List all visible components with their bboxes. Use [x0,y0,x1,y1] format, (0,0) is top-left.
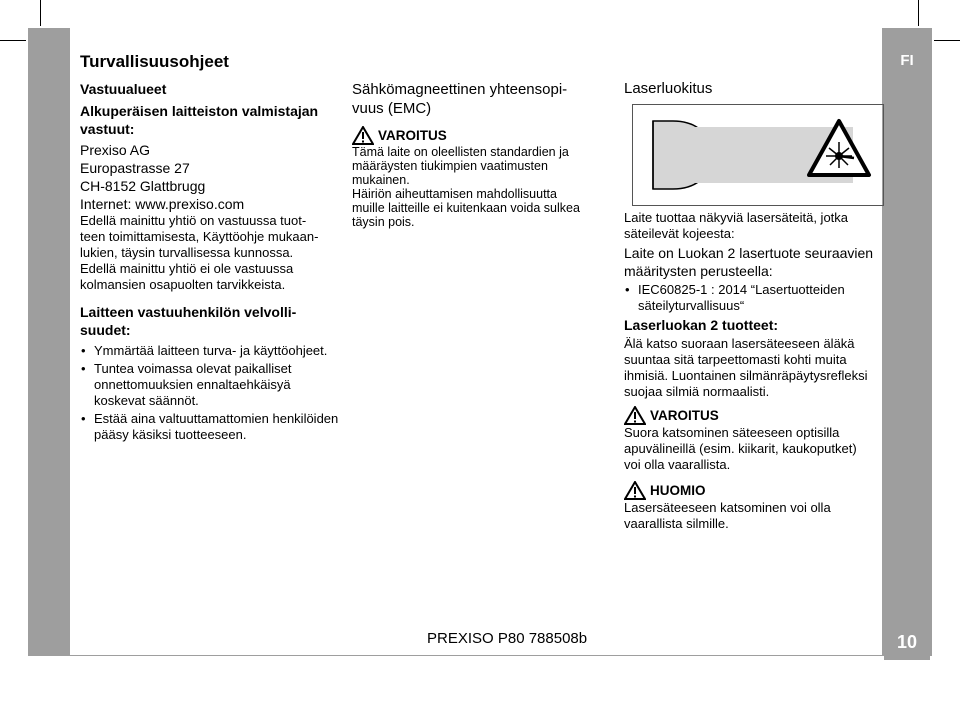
text-line: Prexiso AG [80,142,151,158]
sub-heading: Alkuperäisen laitteiston valmistajan vastuut: [80,103,319,137]
text-line: ihmisiä. Luontainen silmänräpäytysrefleksi [624,368,868,383]
list-item: • Tuntea voimassa olevat paikalliset onnettomuuksien ennaltaehkäisyä koskevat säännöt. [80,361,342,409]
crop-mark [918,0,919,26]
warning-notice [352,126,614,145]
text-line: Europastrasse 27 [80,160,190,176]
list-item: • IEC60825-1 : 2014 “Lasertuotteiden säteilyturvallisuus“ [624,282,880,314]
crop-mark [0,40,26,41]
text-line: määräysten tiukimpien vaatimusten [352,159,548,173]
section-heading: Sähkömagneettinen yhteensopi- [352,81,568,98]
text-line: täysin pois. [352,215,415,229]
text-line: säteilevät kojeesta: [624,226,735,241]
text-line: Laite on Luokan 2 lasertuote seuraavien [624,245,874,261]
text-line: kolmansien osapuolten tarvikkeista. [80,277,286,292]
text-line: suojaa silmiä normaalisti. [624,384,770,399]
laser-hazard-icon [806,118,872,178]
text-line: mukainen. [352,173,410,187]
footer-text: PREXISO P80 788508b [427,630,588,647]
left-margin-band [28,28,70,656]
list-item: • Estää aina valtuuttamattomien henkilöiden pääsy käsiksi tuotteeseen. [80,411,342,443]
text-line: Edellä mainittu yhtiö ei ole vastuussa [80,261,294,276]
duties-heading: Laitteen vastuuhenkilön velvolli- [80,304,297,320]
text-line: Suora katsominen säteeseen optisilla [624,425,840,440]
text-line: Edellä mainittu yhtiö on vastuussa tuot- [80,213,307,228]
standards-list [624,282,880,314]
text-line: vaarallista silmille. [624,516,729,531]
warning-triangle-icon [352,126,374,145]
crop-mark [934,40,960,41]
text-line: Internet: www.prexiso.com [80,196,245,212]
text-line: Lasersäteeseen katsominen voi olla [624,500,831,515]
left-column [80,80,342,445]
duties-list [80,343,342,443]
section-heading: vuus (EMC) [352,100,432,117]
section-heading: Laserluokitus [624,80,713,97]
warning-triangle-icon [624,481,646,500]
middle-column [352,80,614,229]
warning-label: VAROITUS [650,407,719,423]
caution-label: HUOMIO [650,482,706,498]
language-tab: FI [900,52,914,69]
right-margin-band [882,28,932,656]
crop-mark [40,0,41,26]
duties-heading: suudet: [80,322,131,338]
text-line: lukien, täysin turvallisessa kunnossa. [80,245,294,260]
class2-heading: Laserluokan 2 tuotteet: [624,317,779,333]
text-line: Häiriön aiheuttamisen mahdollisuutta [352,187,557,201]
section-heading: Vastuualueet [80,81,167,97]
text-line: CH-8152 Glattbrugg [80,178,206,194]
text-line: suuntaa sitä tarpeettomasti kohti muita [624,352,847,367]
text-line: määritysten perusteella: [624,263,773,279]
text-line: voi olla vaarallista. [624,457,731,472]
page-title: Turvallisuusohjeet [80,52,229,71]
right-column [624,210,880,532]
text-line: Älä katso suoraan lasersäteeseen äläkä [624,336,855,351]
text-line: Laite tuottaa näkyviä lasersäteitä, jotka [624,210,849,225]
warning-triangle-icon [624,406,646,425]
text-line: muille laitteille ei kuitenkaan voida sulkea [352,201,580,215]
footer-divider [70,655,882,656]
text-line: teen toimittamisesta, Käyttöohje mukaan- [80,229,319,244]
warning-label: VAROITUS [378,127,447,143]
text-line: Tämä laite on oleellisten standardien ja [352,145,569,159]
page-number: 10 [884,624,930,660]
list-item: • Ymmärtää laitteen turva- ja käyttöohjeet. [80,343,342,359]
caution-notice [624,481,880,500]
warning-notice [624,406,880,425]
text-line: apuvälineillä (esim. kiikarit, kaukoputket) [624,441,857,456]
